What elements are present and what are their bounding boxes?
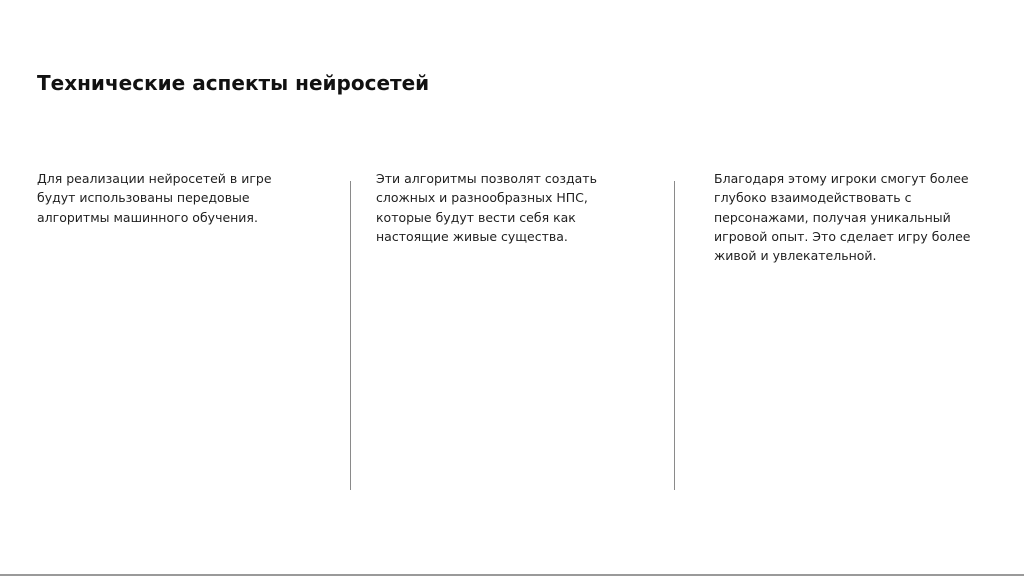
- text-column-3: Благодаря этому игроки смогут более глубоко взаимодействовать с персонажами, получая уникальный игровой опыт. Это сделает игру более живой и увлекательной.: [714, 171, 971, 264]
- column-divider-2: [674, 181, 675, 490]
- text-column-1: Для реализации нейросетей в игре будут использованы передовые алгоритмы машинного обучения.: [37, 171, 272, 225]
- slide-title: Технические аспекты нейросетей: [37, 71, 430, 95]
- text-column-2: Эти алгоритмы позволят создать сложных и разнообразных НПС, которые будут вести себя как настоящие живые существа.: [376, 171, 597, 244]
- column-divider-1: [350, 181, 351, 490]
